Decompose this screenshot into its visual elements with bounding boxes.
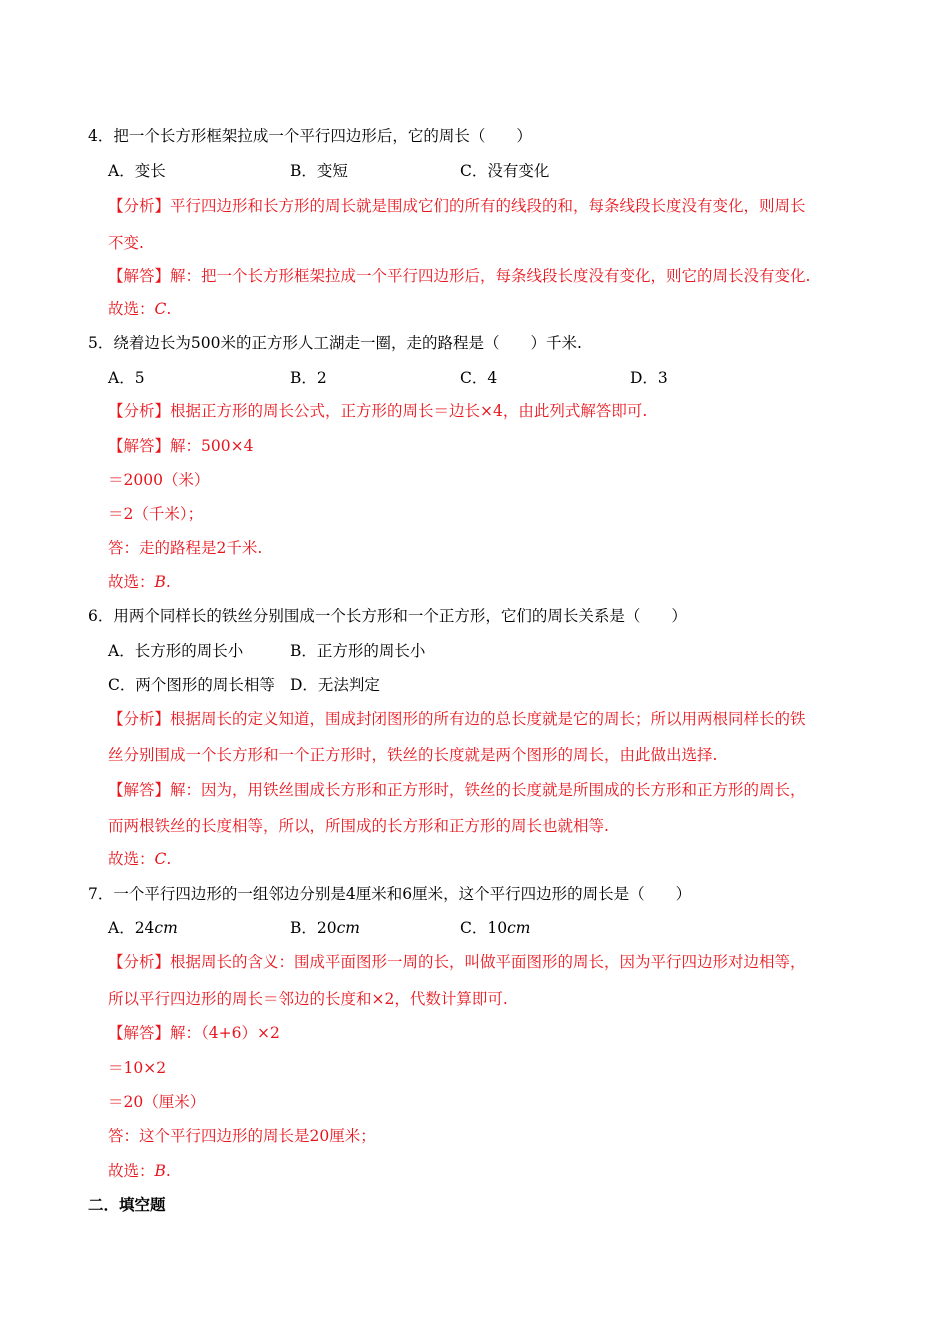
q5-answer-line-2: ＝2000（米） xyxy=(108,471,210,489)
q7-option-a: A．24cm xyxy=(108,919,178,937)
q6-option-b: B．正方形的周长小 xyxy=(290,642,426,660)
q5-choice: 故选：B. xyxy=(108,573,171,591)
q4-answer-line-1: 【解答】解：把一个长方形框架拉成一个平行四边形后，每条线段长度没有变化，则它的周长没有变化. xyxy=(108,267,811,285)
q5-option-d: D．3 xyxy=(630,369,668,387)
q7-answer-line-3: ＝20（厘米） xyxy=(108,1093,206,1111)
q4-choice: 故选：C. xyxy=(108,300,172,318)
q6-analysis-line-2: 丝分别围成一个长方形和一个正方形时，铁丝的长度就是两个图形的周长，由此做出选择. xyxy=(108,746,718,764)
q6-option-d: D．无法判定 xyxy=(290,676,380,694)
q6-answer-line-2: 而两根铁丝的长度相等，所以，所围成的长方形和正方形的周长也就相等. xyxy=(108,817,609,835)
q4-option-b: B．变短 xyxy=(290,162,348,180)
question-5-stem: 5．绕着边长为500米的正方形人工湖走一圈，走的路程是（ ）千米. xyxy=(88,334,582,352)
q7-choice: 故选：B. xyxy=(108,1162,171,1180)
section-title: 二．填空题 xyxy=(88,1195,166,1214)
q5-option-a: A．5 xyxy=(108,369,145,387)
q6-option-c: C．两个图形的周长相等 xyxy=(108,676,275,694)
q6-answer-line-1: 【解答】解：因为，用铁丝围成长方形和正方形时，铁丝的长度就是所围成的长方形和正方形的周长， xyxy=(108,781,806,799)
q7-answer-line-4: 答：这个平行四边形的周长是20厘米； xyxy=(108,1127,376,1145)
q5-answer-line-4: 答：走的路程是2千米. xyxy=(108,539,263,557)
q5-answer-line-3: ＝2（千米）； xyxy=(108,505,204,523)
q5-option-b: B．2 xyxy=(290,369,327,387)
q6-analysis-line-1: 【分析】根据周长的定义知道，围成封闭图形的所有边的总长度就是它的周长；所以用两根同样长的铁 xyxy=(108,710,806,728)
q7-answer-line-2: ＝10×2 xyxy=(108,1059,167,1077)
q5-option-c: C．4 xyxy=(460,369,498,387)
question-6-stem: 6．用两个同样长的铁丝分别围成一个长方形和一个正方形，它们的周长关系是（ ） xyxy=(88,607,687,625)
q6-choice: 故选：C. xyxy=(108,850,172,868)
q7-answer-line-1: 【解答】解：（4+6）×2 xyxy=(108,1024,280,1042)
q7-option-c: C．10cm xyxy=(460,919,531,937)
q7-analysis-line-1: 【分析】根据周长的含义：围成平面图形一周的长，叫做平面图形的周长，因为平行四边形对边相等， xyxy=(108,953,806,971)
q5-analysis-line-1: 【分析】根据正方形的周长公式，正方形的周长＝边长×4，由此列式解答即可. xyxy=(108,402,648,420)
q6-option-a: A．长方形的周长小 xyxy=(108,642,244,660)
question-4-stem: 4．把一个长方形框架拉成一个平行四边形后，它的周长（ ） xyxy=(88,127,532,145)
q4-option-c: C．没有变化 xyxy=(460,162,550,180)
q5-answer-line-1: 【解答】解：500×4 xyxy=(108,437,254,455)
q4-analysis-line-2: 不变. xyxy=(108,234,144,252)
q4-option-a: A．变长 xyxy=(108,162,166,180)
q7-analysis-line-2: 所以平行四边形的周长＝邻边的长度和×2，代数计算即可. xyxy=(108,990,508,1008)
q7-option-b: B．20cm xyxy=(290,919,361,937)
question-7-stem: 7．一个平行四边形的一组邻边分别是4厘米和6厘米，这个平行四边形的周长是（ ） xyxy=(88,885,692,903)
q4-analysis-line-1: 【分析】平行四边形和长方形的周长就是围成它们的所有的线段的和，每条线段长度没有变化，则周长 xyxy=(108,197,806,215)
